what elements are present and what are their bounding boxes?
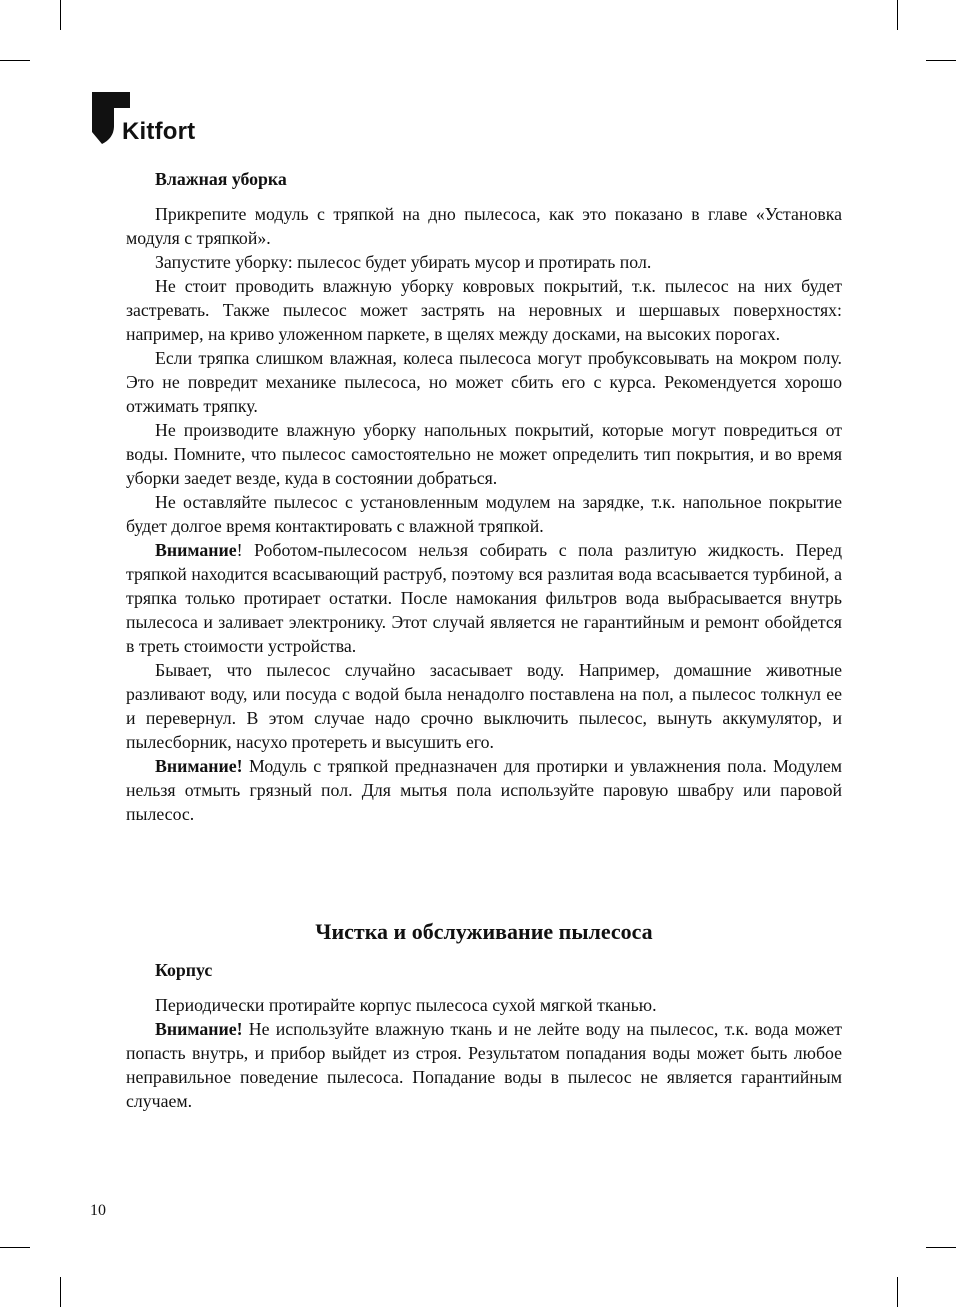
paragraph: Бывает, что пылесос случайно засасывает воду. Например, домашние животные разливают воду, или посуда с водой была ненадолго поставлена на пол, а пылесос толкнул ее и перевернул. В этом случае надо срочно выключить пылесос, вынуть аккумулятор, и пылесборник, насухо протереть и высушить его.	[126, 660, 842, 752]
paragraph: Периодически протирайте корпус пылесоса сухой мягкой тканью.	[155, 995, 657, 1015]
crop-mark-top-left-vertical	[60, 0, 61, 30]
wet-cleaning-heading: Влажная уборка	[155, 169, 287, 189]
warning-label: Внимание	[155, 540, 237, 560]
crop-mark-top-right-vertical	[897, 0, 898, 30]
paragraph: Запустите уборку: пылесос будет убирать мусор и протирать пол.	[155, 252, 652, 272]
brand-name: Kitfort	[122, 118, 196, 145]
cleaning-section-title: Чистка и обслуживание пылесоса	[315, 919, 653, 944]
crop-mark-top-right-horizontal	[926, 60, 956, 61]
warning-label: Внимание!	[155, 756, 243, 776]
paragraph: Если тряпка слишком влажная, колеса пылесоса могут пробуксовывать на мокром полу. Это не повредит механике пылесоса, но может сбить его с курса. Рекомендуется хорошо отжимать тряпку.	[126, 348, 842, 416]
cleaning-body	[126, 993, 842, 1113]
crop-mark-bottom-right-vertical	[897, 1277, 898, 1307]
warning-label: Внимание!	[155, 1019, 243, 1039]
paragraph: Не производите влажную уборку напольных покрытий, которые могут повредиться от воды. Помните, что пылесос самостоятельно не может определить тип покрытия, и во время уборки заедет везде, куда в состоянии добраться.	[126, 420, 842, 488]
warning-paragraph: Внимание! Роботом-пылесосом нельзя собирать с пола разлитую жидкость. Перед тряпкой находится всасывающий раструб, поэтому вся разлитая вода всасывается турбиной, а тряпка только протирает остатки. После намокания фильтров вода выбрасывается внутрь пылесоса и заливает электронику. Этот случай является не гарантийным и ремонт обойдется в треть стоимости устройства.	[126, 540, 842, 656]
crop-mark-top-left-horizontal	[0, 60, 30, 61]
paragraph: Прикрепите модуль с тряпкой на дно пылесоса, как это показано в главе «Установка модуля с тряпкой».	[126, 204, 842, 248]
paragraph: Не оставляйте пылесос с установленным модулем на зарядке, т.к. напольное покрытие будет долгое время контактировать с влажной тряпкой.	[126, 492, 842, 536]
page-number: 10	[90, 1202, 106, 1219]
crop-mark-bottom-right-horizontal	[926, 1247, 956, 1248]
warning-paragraph: Внимание! Модуль с тряпкой предназначен для протирки и увлажнения пола. Модулем нельзя отмыть грязный пол. Для мытья пола используйте паровую швабру или паровой пылесос.	[126, 756, 842, 824]
paragraph: Не стоит проводить влажную уборку ковровых покрытий, т.к. пылесос на них будет застревать. Также пылесос может застрять на неровных и шершавых поверхностях: например, на криво уложенном паркете, в щелях между досками, на высоких порогах.	[126, 276, 842, 344]
warning-paragraph: Внимание! Не используйте влажную ткань и не лейте воду на пылесос, т.к. вода может попасть внутрь, и прибор выйдет из строя. Результатом попадания воды может быть любое неправильное поведение пылесоса. Попадание воды в пылесос не является гарантийным случаем.	[126, 1019, 842, 1111]
wet-cleaning-body	[126, 202, 842, 826]
crop-mark-bottom-left-vertical	[60, 1277, 61, 1307]
body-heading: Корпус	[155, 960, 213, 980]
crop-mark-bottom-left-horizontal	[0, 1247, 30, 1248]
